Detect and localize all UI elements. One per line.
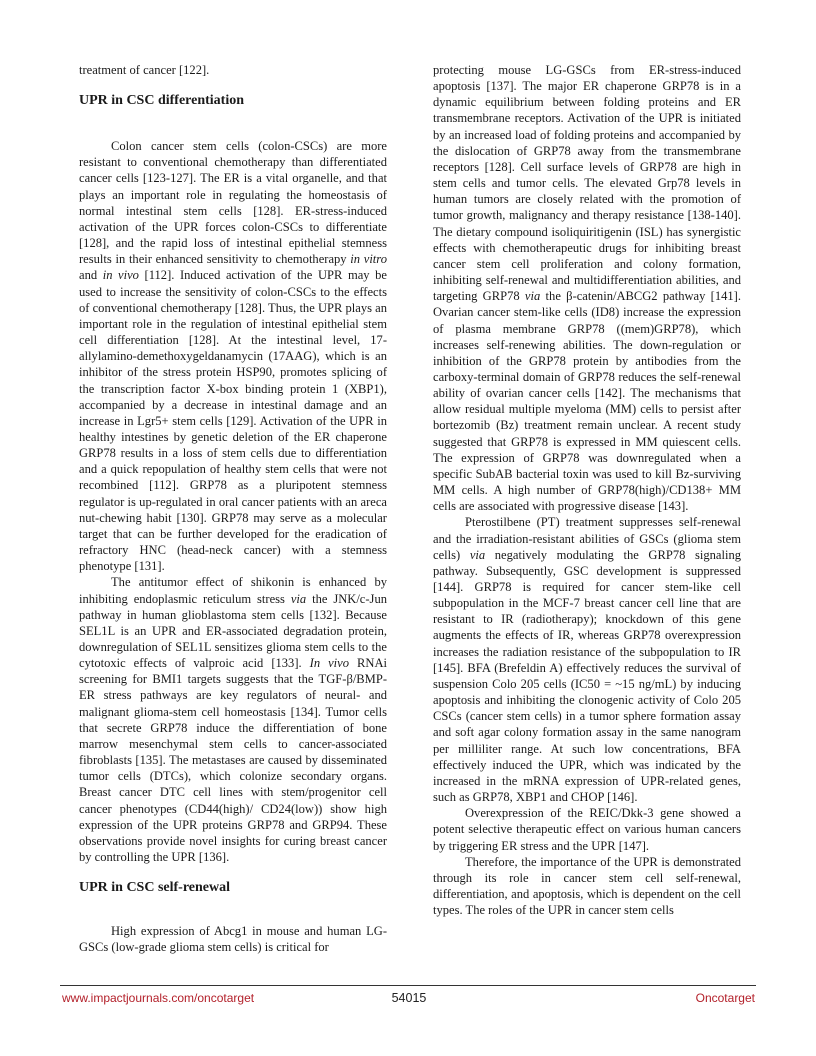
left-column xyxy=(79,62,387,956)
page-number: 54015 xyxy=(391,991,427,1005)
section-heading-self-renewal: UPR in CSC self-renewal xyxy=(79,880,231,896)
paragraph-lg-gscs-continuation: protecting mouse LG-GSCs from ER-stress-induced apoptosis [137]. The major ER chaperone GRP78 is in a dynamic equilibrium between folding proteins and ER transmembrane receptors. Activation of the UPR is initiated by an increased load of folding proteins and accompanied by the dislocation of GRP78 away from the transmembrane receptors [128]. Cell surface levels of GRP78 are high in stem cells and tumor cells. The elevated Grp78 levels in human tumors are closely related with the promotion of tumor growth, malignancy and therapy resistance [138-140]. The dietary compound isoliquiritigenin (ISL) has synergistic effects with chemotherapeutic drugs for inhibiting breast cancer stem cell proliferation and colony formation, inhibiting self-renewal and multidifferentiation abilities, and targeting GRP78 via the β-catenin/ABCG2 pathway [141]. Ovarian cancer stem-like cells (ID8) increase the expression of plasma membrane GRP78 ((mem)GRP78), which increases self-renewing abilities. The down-regulation or inhibition of the GRP78 protein by antibodies from the carboxy-terminal domain of GRP78 reduces the self-renewal ability of ovarian cancer cells [142]. The mechanisms that allow residual multiple myeloma (MM) cells to persist after bortezomib (Bz) treatment remain unclear. A recent study suggested that GRP78 is expressed in MM quiescent cells. The expression of GRP78 was downregulated when a specific SubAB bacterial toxin was used to kill Bz-surviving MM cells. A high number of GRP78(high)/CD138+ MM cells are associated with progressive disease [143]. xyxy=(433,63,741,514)
section-heading-differentiation: UPR in CSC differentiation xyxy=(79,93,245,109)
paragraph-continuation: treatment of cancer [122]. xyxy=(79,63,210,77)
footer-journal-name: Oncotarget xyxy=(695,991,755,1005)
paragraph-colon-cscs: Colon cancer stem cells (colon-CSCs) are more resistant to conventional chemotherapy than differentiated cancer cells [123-127]. The ER is a vital organelle, and that plays an important role in regulating the homeostasis of normal intestinal stem cells [128]. ER-stress-induced activation of the UPR forces colon-CSCs to differentiate [128], and the rapid loss of intestinal epithelial stemness results in their enhanced sensitivity to chemotherapy in vitro and in vivo [112]. Induced activation of the UPR may be used to increase the sensitivity of colon-CSCs to the effects of conventional chemotherapy [128]. Thus, the UPR plays an important role in the regulation of intestinal epithelial stem cell differentiation [128]. At the intestinal level, 17-allylamino-demethoxygeldanamycin (17AAG), which is an inhibitor of the stress protein HSP90, promotes splicing of the transcription factor X-box binding protein 1 (XBP1), accompanied by a decrease in intestinal damage and an increase in Lgr5+ stem cells [129]. Activation of the UPR in healthy intestines by genetic deletion of the ER chaperone GRP78 results in a loss of stem cells due to differentiation and a quick repopulation of healthy stem cells that were not recombined [112]. GRP78 as a pluripotent stemness regulator is up-regulated in oral cancer patients with an areca nut-chewing habit [130]. GRP78 may serve as a molecular target that can be further developed for the eradication of refractory HNC (head-neck cancer) with a stemness phenotype [131]. xyxy=(79,139,387,574)
footer-journal-link[interactable]: www.impactjournals.com/oncotarget xyxy=(62,991,255,1005)
footer-divider xyxy=(60,985,756,986)
paragraph-conclusion: Therefore, the importance of the UPR is demonstrated through its role in cancer stem cell self-renewal, differentiation, and apoptosis, which is dependent on the cell types. The roles of the UPR in cancer stem cells xyxy=(433,854,741,918)
paragraph-abcg1: High expression of Abcg1 in mouse and human LG-GSCs (low-grade glioma stem cells) is critical for xyxy=(79,924,387,955)
right-column xyxy=(433,62,741,918)
paragraph-pterostilbene: Pterostilbene (PT) treatment suppresses self-renewal and the irradiation-resistant abilities of GSCs (glioma stem cells) via negatively modulating the GRP78 signaling pathway. Subsequently, GSC development is suppressed [144]. GRP78 is required for cancer stem-like cell subpopulation in the MCF-7 breast cancer cell line that are resistant to IR (radiotherapy); knockdown of this gene augments the effects of IR, whereas GRP78 overexpression increases the radiation resistance of the subpopulation to IR [145]. BFA (Brefeldin A) effectively reduces the survival of suspension Colo 205 cells (IC50 = ~15 ng/mL) by inducing apoptosis and inhibiting the clonogenic activity of Colo 205 CSCs (cancer stem cells) in a tumor sphere formation assay and soft agar colony formation assay in the same nanogram per milliliter range. At such low concentrations, BFA effectively induced the UPR, which was indicated by the increased in the mRNA expression of UPR-related genes, such as GRP78, XBP1 and CHOP [146]. xyxy=(433,515,741,805)
paragraph-shikonin: The antitumor effect of shikonin is enhanced by inhibiting endoplasmic reticulum stress via the JNK/c-Jun pathway in human glioblastoma stem cells [132]. Because SEL1L is an UPR and ER-associated degradation protein, downregulation of SEL1L sensitizes glioma stem cells to the cytotoxic effects of valproic acid [133]. In vivo RNAi screening for BMI1 targets suggests that the TGF-β/BMP-ER stress pathways are key regulators of neural- and malignant glioma-stem cell homeostasis [134]. Tumor cells that secrete GRP78 induce the differentiation of bone marrow mesenchymal stem cells to cancer-associated fibroblasts [135]. The metastases are caused by disseminated tumor cells (DTCs), which colonize secondary organs. Breast cancer DTC cell lines with stem/progenitor cell cancer phenotypes (CD44(high)/ CD24(low)) show high expression of the UPR proteins GRP78 and GRP94. These observations provide novel insights for curing breast cancer by controlling the UPR [136]. xyxy=(79,575,387,865)
paragraph-reic-dkk3: Overexpression of the REIC/Dkk-3 gene showed a potent selective therapeutic effect on various human cancers by triggering ER stress and the UPR [147]. xyxy=(433,806,741,853)
